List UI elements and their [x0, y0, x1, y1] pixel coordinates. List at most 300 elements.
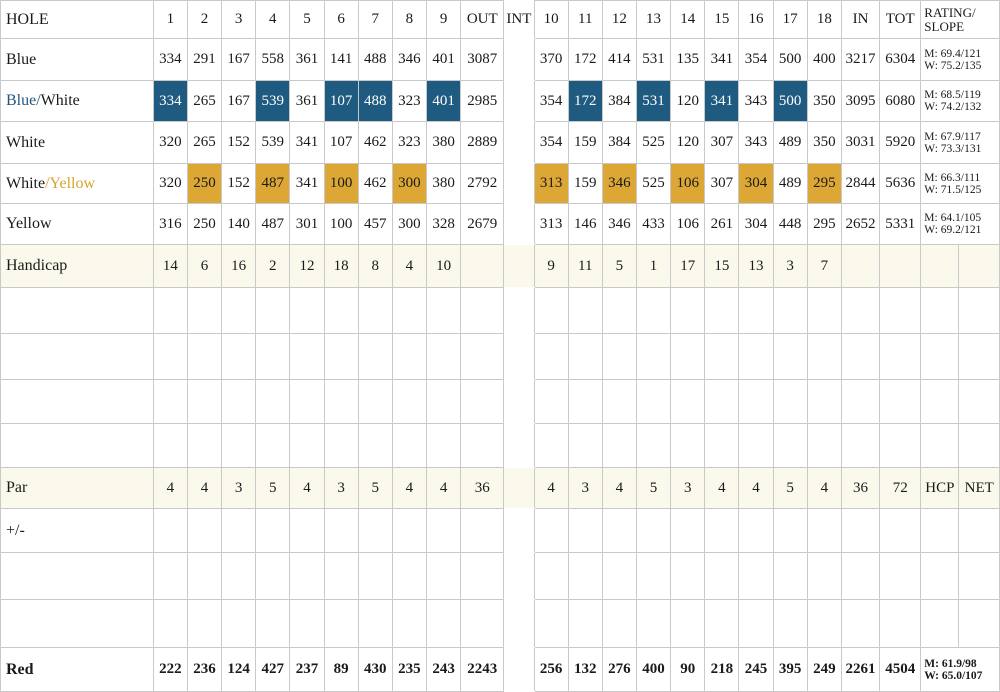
- par-cell: 4: [290, 468, 324, 509]
- score-entry[interactable]: [705, 553, 739, 600]
- yardage-cell: 261: [705, 204, 739, 245]
- tot-total: 6304: [880, 39, 921, 81]
- rating-women: W: 73.3/131: [924, 142, 982, 155]
- tee-row-blue-white: [1, 81, 1000, 122]
- score-entry[interactable]: [324, 553, 358, 600]
- score-entry[interactable]: [705, 424, 739, 468]
- score-entry[interactable]: [358, 288, 392, 334]
- score-entry[interactable]: [256, 288, 290, 334]
- handicap-row: [1, 245, 1000, 288]
- score-entry[interactable]: [807, 334, 841, 380]
- yardage-cell: 341: [290, 164, 324, 204]
- in-blank: [841, 245, 879, 288]
- score-entry[interactable]: [358, 380, 392, 424]
- score-entry[interactable]: [324, 509, 358, 553]
- yardage-cell: 558: [256, 39, 290, 81]
- int-cell: [504, 509, 534, 553]
- score-entry[interactable]: [602, 424, 636, 468]
- score-entry[interactable]: [705, 334, 739, 380]
- yardage-cell: 316: [153, 204, 187, 245]
- yardage-cell: 525: [636, 122, 670, 164]
- hcp-entry[interactable]: [921, 288, 959, 334]
- handicap-cell: 10: [427, 245, 461, 288]
- tee-label-part: White: [6, 133, 46, 151]
- yardage-cell: 265: [187, 81, 221, 122]
- in-entry[interactable]: [841, 553, 879, 600]
- tot-entry[interactable]: [880, 600, 921, 648]
- score-entry[interactable]: [636, 424, 670, 468]
- yardage-cell: 400: [807, 39, 841, 81]
- yardage-cell: 140: [222, 204, 256, 245]
- score-entry[interactable]: [636, 380, 670, 424]
- score-entry[interactable]: [773, 424, 807, 468]
- score-entry[interactable]: [568, 553, 602, 600]
- score-entry[interactable]: [568, 334, 602, 380]
- tot-entry[interactable]: [880, 334, 921, 380]
- score-entry[interactable]: [153, 424, 187, 468]
- yardage-cell: 401: [427, 81, 461, 122]
- handicap-cell: 14: [153, 245, 187, 288]
- int-cell: [504, 204, 534, 245]
- score-entry[interactable]: [358, 553, 392, 600]
- out-entry[interactable]: [461, 380, 504, 424]
- hcp-entry[interactable]: [921, 509, 959, 553]
- score-entry[interactable]: [568, 288, 602, 334]
- yardage-cell: 236: [187, 648, 221, 692]
- score-entry[interactable]: [602, 288, 636, 334]
- hcp-blank: [921, 245, 959, 288]
- score-entry[interactable]: [256, 334, 290, 380]
- score-entry[interactable]: [256, 509, 290, 553]
- par-in: 36: [841, 468, 879, 509]
- hcp-entry[interactable]: [921, 553, 959, 600]
- score-entry[interactable]: [534, 334, 568, 380]
- yardage-cell: 300: [392, 164, 426, 204]
- score-entry[interactable]: [739, 424, 773, 468]
- rating-women: W: 75.2/135: [924, 59, 982, 72]
- yardage-cell: 414: [602, 39, 636, 81]
- rating-slope: [921, 204, 1000, 245]
- yardage-cell: 100: [324, 164, 358, 204]
- yardage-cell: 489: [773, 122, 807, 164]
- yardage-cell: 159: [568, 164, 602, 204]
- score-entry[interactable]: [187, 600, 221, 648]
- plus-minus-row: [1, 509, 1000, 553]
- hole-number: 3: [222, 1, 256, 39]
- hole-number: 1: [153, 1, 187, 39]
- score-entry[interactable]: [187, 380, 221, 424]
- score-entry[interactable]: [807, 509, 841, 553]
- score-entry[interactable]: [153, 553, 187, 600]
- score-entry[interactable]: [636, 334, 670, 380]
- score-entry[interactable]: [534, 424, 568, 468]
- net-entry[interactable]: [959, 334, 1000, 380]
- score-entry[interactable]: [290, 509, 324, 553]
- yardage-cell: 152: [222, 164, 256, 204]
- int-cell: [504, 380, 534, 424]
- player-name-field[interactable]: [1, 288, 154, 334]
- tot-entry[interactable]: [880, 553, 921, 600]
- tot-total: 5920: [880, 122, 921, 164]
- yardage-cell: 120: [671, 81, 705, 122]
- score-entry[interactable]: [568, 600, 602, 648]
- par-cell: 5: [358, 468, 392, 509]
- yardage-cell: 370: [534, 39, 568, 81]
- out-entry[interactable]: [461, 509, 504, 553]
- yardage-cell: 313: [534, 164, 568, 204]
- score-entry[interactable]: [290, 424, 324, 468]
- hole-number: 9: [427, 1, 461, 39]
- par-cell: 4: [807, 468, 841, 509]
- yardage-cell: 531: [636, 81, 670, 122]
- tot-entry[interactable]: [880, 380, 921, 424]
- yardage-cell: 250: [187, 164, 221, 204]
- score-entry[interactable]: [256, 424, 290, 468]
- player-row: [1, 288, 1000, 334]
- score-entry[interactable]: [427, 334, 461, 380]
- score-entry[interactable]: [290, 600, 324, 648]
- score-entry[interactable]: [636, 600, 670, 648]
- int-cell: [504, 81, 534, 122]
- in-entry[interactable]: [841, 424, 879, 468]
- hole-number: 13: [636, 1, 670, 39]
- yardage-cell: 135: [671, 39, 705, 81]
- yardage-cell: 488: [358, 81, 392, 122]
- score-entry[interactable]: [773, 553, 807, 600]
- par-tot: 72: [880, 468, 921, 509]
- yardage-cell: 539: [256, 122, 290, 164]
- hcp-entry[interactable]: [921, 334, 959, 380]
- score-entry[interactable]: [773, 600, 807, 648]
- yardage-cell: 488: [358, 39, 392, 81]
- player-name-field[interactable]: [1, 600, 154, 648]
- score-entry[interactable]: [358, 509, 392, 553]
- out-entry[interactable]: [461, 288, 504, 334]
- score-entry[interactable]: [290, 288, 324, 334]
- score-entry[interactable]: [773, 334, 807, 380]
- score-entry[interactable]: [602, 380, 636, 424]
- in-entry[interactable]: [841, 600, 879, 648]
- score-entry[interactable]: [739, 334, 773, 380]
- score-entry[interactable]: [636, 288, 670, 334]
- score-entry[interactable]: [671, 424, 705, 468]
- score-entry[interactable]: [671, 334, 705, 380]
- out-entry[interactable]: [461, 600, 504, 648]
- score-entry[interactable]: [256, 553, 290, 600]
- score-entry[interactable]: [636, 553, 670, 600]
- score-entry[interactable]: [602, 553, 636, 600]
- score-entry[interactable]: [392, 380, 426, 424]
- score-entry[interactable]: [705, 380, 739, 424]
- score-entry[interactable]: [187, 334, 221, 380]
- player-name-field[interactable]: [1, 553, 154, 600]
- yardage-cell: 361: [290, 81, 324, 122]
- score-entry[interactable]: [568, 509, 602, 553]
- yardage-cell: 489: [773, 164, 807, 204]
- score-entry[interactable]: [153, 334, 187, 380]
- player-name-field[interactable]: [1, 334, 154, 380]
- out-total: 2792: [461, 164, 504, 204]
- score-entry[interactable]: [602, 600, 636, 648]
- yardage-cell: 249: [807, 648, 841, 692]
- tee-label: [1, 81, 154, 122]
- yardage-cell: 100: [324, 204, 358, 245]
- score-entry[interactable]: [427, 553, 461, 600]
- score-entry[interactable]: [324, 288, 358, 334]
- tot-entry[interactable]: [880, 509, 921, 553]
- score-entry[interactable]: [358, 424, 392, 468]
- score-entry[interactable]: [392, 600, 426, 648]
- yardage-cell: 313: [534, 204, 568, 245]
- score-entry[interactable]: [807, 600, 841, 648]
- score-entry[interactable]: [427, 424, 461, 468]
- score-entry[interactable]: [324, 380, 358, 424]
- yardage-cell: 304: [739, 164, 773, 204]
- tee-label: [1, 39, 154, 81]
- score-entry[interactable]: [222, 288, 256, 334]
- yardage-cell: 265: [187, 122, 221, 164]
- handicap-cell: 5: [602, 245, 636, 288]
- score-entry[interactable]: [739, 380, 773, 424]
- yardage-cell: 141: [324, 39, 358, 81]
- score-entry[interactable]: [671, 600, 705, 648]
- score-entry[interactable]: [534, 380, 568, 424]
- score-entry[interactable]: [222, 424, 256, 468]
- score-entry[interactable]: [222, 600, 256, 648]
- score-entry[interactable]: [153, 509, 187, 553]
- hole-number: 18: [807, 1, 841, 39]
- score-entry[interactable]: [222, 553, 256, 600]
- score-entry[interactable]: [602, 334, 636, 380]
- par-cell: 4: [534, 468, 568, 509]
- score-entry[interactable]: [568, 380, 602, 424]
- par-cell: 4: [187, 468, 221, 509]
- yardage-cell: 89: [324, 648, 358, 692]
- score-entry[interactable]: [392, 553, 426, 600]
- score-entry[interactable]: [636, 509, 670, 553]
- hcp-entry[interactable]: [921, 424, 959, 468]
- score-entry[interactable]: [290, 553, 324, 600]
- hcp-entry[interactable]: [921, 380, 959, 424]
- hole-number: 11: [568, 1, 602, 39]
- rating-men: M: 69.4/121: [924, 47, 982, 60]
- in-entry[interactable]: [841, 334, 879, 380]
- hcp-header: HCP: [921, 468, 959, 509]
- yardage-cell: 159: [568, 122, 602, 164]
- score-entry[interactable]: [534, 509, 568, 553]
- yardage-cell: 361: [290, 39, 324, 81]
- par-cell: 4: [153, 468, 187, 509]
- yardage-cell: 243: [427, 648, 461, 692]
- out-entry[interactable]: [461, 553, 504, 600]
- score-entry[interactable]: [671, 553, 705, 600]
- rating-men: M: 66.3/111: [924, 171, 981, 184]
- net-entry[interactable]: [959, 509, 1000, 553]
- yardage-cell: 237: [290, 648, 324, 692]
- yardage-cell: 172: [568, 81, 602, 122]
- score-entry[interactable]: [602, 509, 636, 553]
- hole-header: HOLE: [1, 1, 154, 39]
- net-entry[interactable]: [959, 380, 1000, 424]
- yardage-cell: 500: [773, 39, 807, 81]
- score-entry[interactable]: [290, 334, 324, 380]
- rating-slope: [921, 122, 1000, 164]
- yardage-cell: 433: [636, 204, 670, 245]
- score-entry[interactable]: [392, 334, 426, 380]
- par-cell: 3: [568, 468, 602, 509]
- score-entry[interactable]: [222, 509, 256, 553]
- yardage-cell: 250: [187, 204, 221, 245]
- tee-label-part: Yellow: [6, 215, 52, 232]
- rating-men: RATING/: [924, 4, 976, 20]
- player-name-field[interactable]: [1, 380, 154, 424]
- score-entry[interactable]: [739, 509, 773, 553]
- tot-total: 5331: [880, 204, 921, 245]
- score-entry[interactable]: [807, 380, 841, 424]
- tee-row-white-yellow: [1, 164, 1000, 204]
- player-name-field[interactable]: [1, 424, 154, 468]
- score-entry[interactable]: [222, 380, 256, 424]
- yardage-cell: 341: [705, 81, 739, 122]
- yardage-cell: 334: [153, 81, 187, 122]
- yardage-cell: 218: [705, 648, 739, 692]
- score-entry[interactable]: [153, 288, 187, 334]
- score-entry[interactable]: [705, 509, 739, 553]
- handicap-cell: 1: [636, 245, 670, 288]
- in-entry[interactable]: [841, 380, 879, 424]
- int-cell: [504, 122, 534, 164]
- score-entry[interactable]: [534, 600, 568, 648]
- out-entry[interactable]: [461, 334, 504, 380]
- yardage-cell: 307: [705, 122, 739, 164]
- score-entry[interactable]: [222, 334, 256, 380]
- score-entry[interactable]: [187, 553, 221, 600]
- yardage-cell: 90: [671, 648, 705, 692]
- yardage-cell: 400: [636, 648, 670, 692]
- yardage-cell: 384: [602, 81, 636, 122]
- score-entry[interactable]: [773, 288, 807, 334]
- score-entry[interactable]: [324, 424, 358, 468]
- yardage-cell: 462: [358, 164, 392, 204]
- score-entry[interactable]: [392, 424, 426, 468]
- hole-number: 16: [739, 1, 773, 39]
- score-entry[interactable]: [773, 380, 807, 424]
- score-entry[interactable]: [807, 424, 841, 468]
- net-entry[interactable]: [959, 553, 1000, 600]
- score-entry[interactable]: [739, 600, 773, 648]
- score-entry[interactable]: [807, 553, 841, 600]
- yardage-cell: 350: [807, 122, 841, 164]
- tot-entry[interactable]: [880, 288, 921, 334]
- hcp-entry[interactable]: [921, 600, 959, 648]
- score-entry[interactable]: [256, 600, 290, 648]
- score-entry[interactable]: [739, 288, 773, 334]
- rating-women: W: 74.2/132: [924, 101, 982, 113]
- score-entry[interactable]: [534, 553, 568, 600]
- yardage-cell: 341: [705, 39, 739, 81]
- score-entry[interactable]: [739, 553, 773, 600]
- score-entry[interactable]: [187, 288, 221, 334]
- yardage-cell: 107: [324, 122, 358, 164]
- tot-entry[interactable]: [880, 424, 921, 468]
- score-entry[interactable]: [392, 509, 426, 553]
- plus-minus-label: +/-: [1, 509, 154, 553]
- score-entry[interactable]: [671, 380, 705, 424]
- score-entry[interactable]: [671, 288, 705, 334]
- par-cell: 3: [222, 468, 256, 509]
- score-entry[interactable]: [568, 424, 602, 468]
- score-entry[interactable]: [705, 288, 739, 334]
- score-entry[interactable]: [427, 380, 461, 424]
- handicap-cell: 6: [187, 245, 221, 288]
- score-entry[interactable]: [427, 600, 461, 648]
- net-entry[interactable]: [959, 288, 1000, 334]
- hole-number: 2: [187, 1, 221, 39]
- score-entry[interactable]: [671, 509, 705, 553]
- score-entry[interactable]: [153, 380, 187, 424]
- yardage-cell: 301: [290, 204, 324, 245]
- rating-men: M: 68.5/119: [924, 89, 981, 101]
- out-total: 2243: [461, 648, 504, 692]
- out-entry[interactable]: [461, 424, 504, 468]
- score-entry[interactable]: [427, 509, 461, 553]
- in-total: 2261: [841, 648, 879, 692]
- in-entry[interactable]: [841, 288, 879, 334]
- score-entry[interactable]: [256, 380, 290, 424]
- hole-number: 10: [534, 1, 568, 39]
- yardage-cell: 525: [636, 164, 670, 204]
- score-entry[interactable]: [358, 600, 392, 648]
- score-entry[interactable]: [153, 600, 187, 648]
- player-row: [1, 553, 1000, 600]
- net-entry[interactable]: [959, 424, 1000, 468]
- handicap-cell: 2: [256, 245, 290, 288]
- handicap-cell: 17: [671, 245, 705, 288]
- net-blank: [959, 245, 1000, 288]
- rating-slope: [921, 39, 1000, 81]
- score-entry[interactable]: [807, 288, 841, 334]
- tee-row-yellow: [1, 204, 1000, 245]
- yardage-cell: 222: [153, 648, 187, 692]
- score-entry[interactable]: [187, 424, 221, 468]
- score-entry[interactable]: [187, 509, 221, 553]
- handicap-cell: 8: [358, 245, 392, 288]
- yardage-cell: 343: [739, 81, 773, 122]
- score-entry[interactable]: [290, 380, 324, 424]
- int-cell: [504, 164, 534, 204]
- score-entry[interactable]: [705, 600, 739, 648]
- yardage-cell: 343: [739, 122, 773, 164]
- score-entry[interactable]: [773, 509, 807, 553]
- score-entry[interactable]: [427, 288, 461, 334]
- score-entry[interactable]: [534, 288, 568, 334]
- player-row: [1, 380, 1000, 424]
- score-entry[interactable]: [392, 288, 426, 334]
- in-entry[interactable]: [841, 509, 879, 553]
- handicap-cell: 3: [773, 245, 807, 288]
- int-cell: [504, 468, 534, 509]
- net-entry[interactable]: [959, 600, 1000, 648]
- score-entry[interactable]: [324, 334, 358, 380]
- yardage-cell: 354: [534, 81, 568, 122]
- rating-slope: [921, 648, 1000, 692]
- score-entry[interactable]: [324, 600, 358, 648]
- score-entry[interactable]: [358, 334, 392, 380]
- int-cell: [504, 424, 534, 468]
- handicap-cell: 16: [222, 245, 256, 288]
- yardage-cell: 430: [358, 648, 392, 692]
- yardage-cell: 380: [427, 122, 461, 164]
